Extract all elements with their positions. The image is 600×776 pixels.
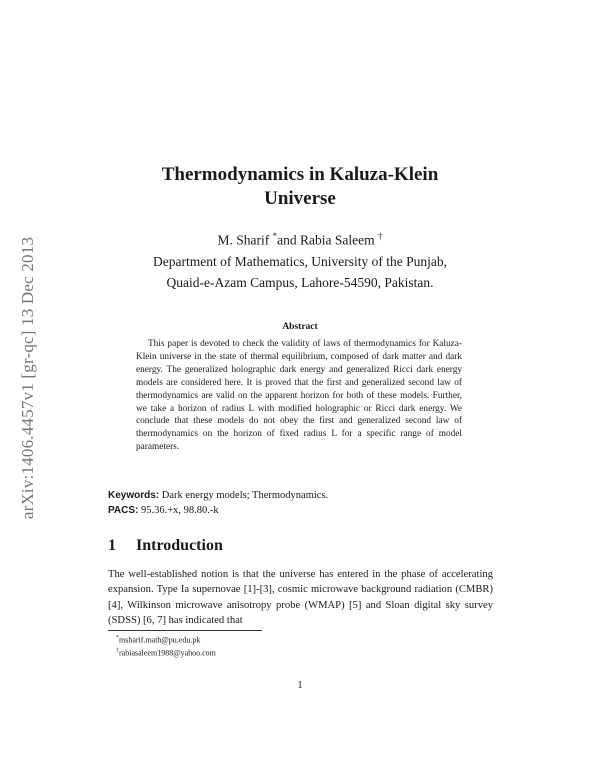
footnote: [116, 646, 496, 659]
keywords-label: Keywords:: [108, 490, 160, 501]
author-line: [0, 226, 600, 251]
arxiv-stamp-text: arXiv:1406.4457v1 [gr-qc] 13 Dec 2013: [18, 236, 38, 519]
footnote-mark: †: [116, 648, 119, 655]
section-number: 1: [108, 537, 116, 554]
footnote-mark: *: [116, 635, 119, 641]
section-title: Introduction: [136, 537, 223, 554]
title-line-2: Universe: [264, 188, 336, 209]
abstract-heading: Abstract: [282, 322, 318, 332]
affiliation-line-1: Department of Mathematics, University of the Punjab,: [153, 253, 447, 269]
pacs-value: 95.36.+x, 98.80.-k: [141, 505, 219, 516]
affiliation-line-2: Quaid-e-Azam Campus, Lahore-54590, Pakistan.: [166, 274, 434, 290]
author-2: Rabia Saleem: [300, 232, 375, 248]
title-line-1: Thermodynamics in Kaluza-Klein: [161, 164, 439, 185]
footnote-email: msharif.math@pu.edu.pk: [119, 635, 201, 645]
author-block: [0, 226, 600, 293]
pacs-line: [108, 503, 508, 518]
intro-paragraph: The well-established notion is that the universe has entered in the phase of accelerating expansion. Type Ia supernovae [1]-[3], cosmic microwave background radiation (CMBR) [4], Wilkinson microwave anisotropy probe (WMAP) [5] and Sloan digital sky survey (SDSS) [6, 7] has indicated that: [108, 569, 493, 627]
section-heading: [108, 537, 508, 555]
footnote-divider: [108, 630, 262, 631]
keywords-value: Dark energy models; Thermodynamics.: [161, 490, 329, 501]
paper-title: [0, 163, 600, 211]
page-number: 1: [297, 680, 303, 691]
author-1-mark: *: [272, 231, 278, 241]
abstract-text: This paper is devoted to check the validity of laws of thermodynamics for Kaluza-Klein universe in the state of thermal equilibrium, composed of dark matter and dark energy. The generalized holographic dark energy and generalized Ricci dark energy models are considered here. It is proved that the first and generalized second law of thermodynamics are valid on the apparent horizon for both of these models. Further, we take a horizon of radius L with modified holographic or Ricci dark energy. We conclude that these models do not obey the first and generalized second law of thermodynamics on the horizon of fixed radius L for a specific range of model parameters.: [136, 339, 462, 453]
keywords-line: [108, 488, 508, 503]
author-and: and: [277, 232, 297, 248]
pacs-label: PACS:: [108, 505, 139, 516]
keywords-block: [108, 488, 508, 518]
author-2-mark: †: [377, 231, 383, 241]
author-1: M. Sharif: [217, 232, 270, 248]
footnote-email: rabiasaleem1988@yahoo.com: [119, 648, 216, 658]
footnotes: [116, 633, 496, 659]
footnote: [116, 633, 496, 646]
